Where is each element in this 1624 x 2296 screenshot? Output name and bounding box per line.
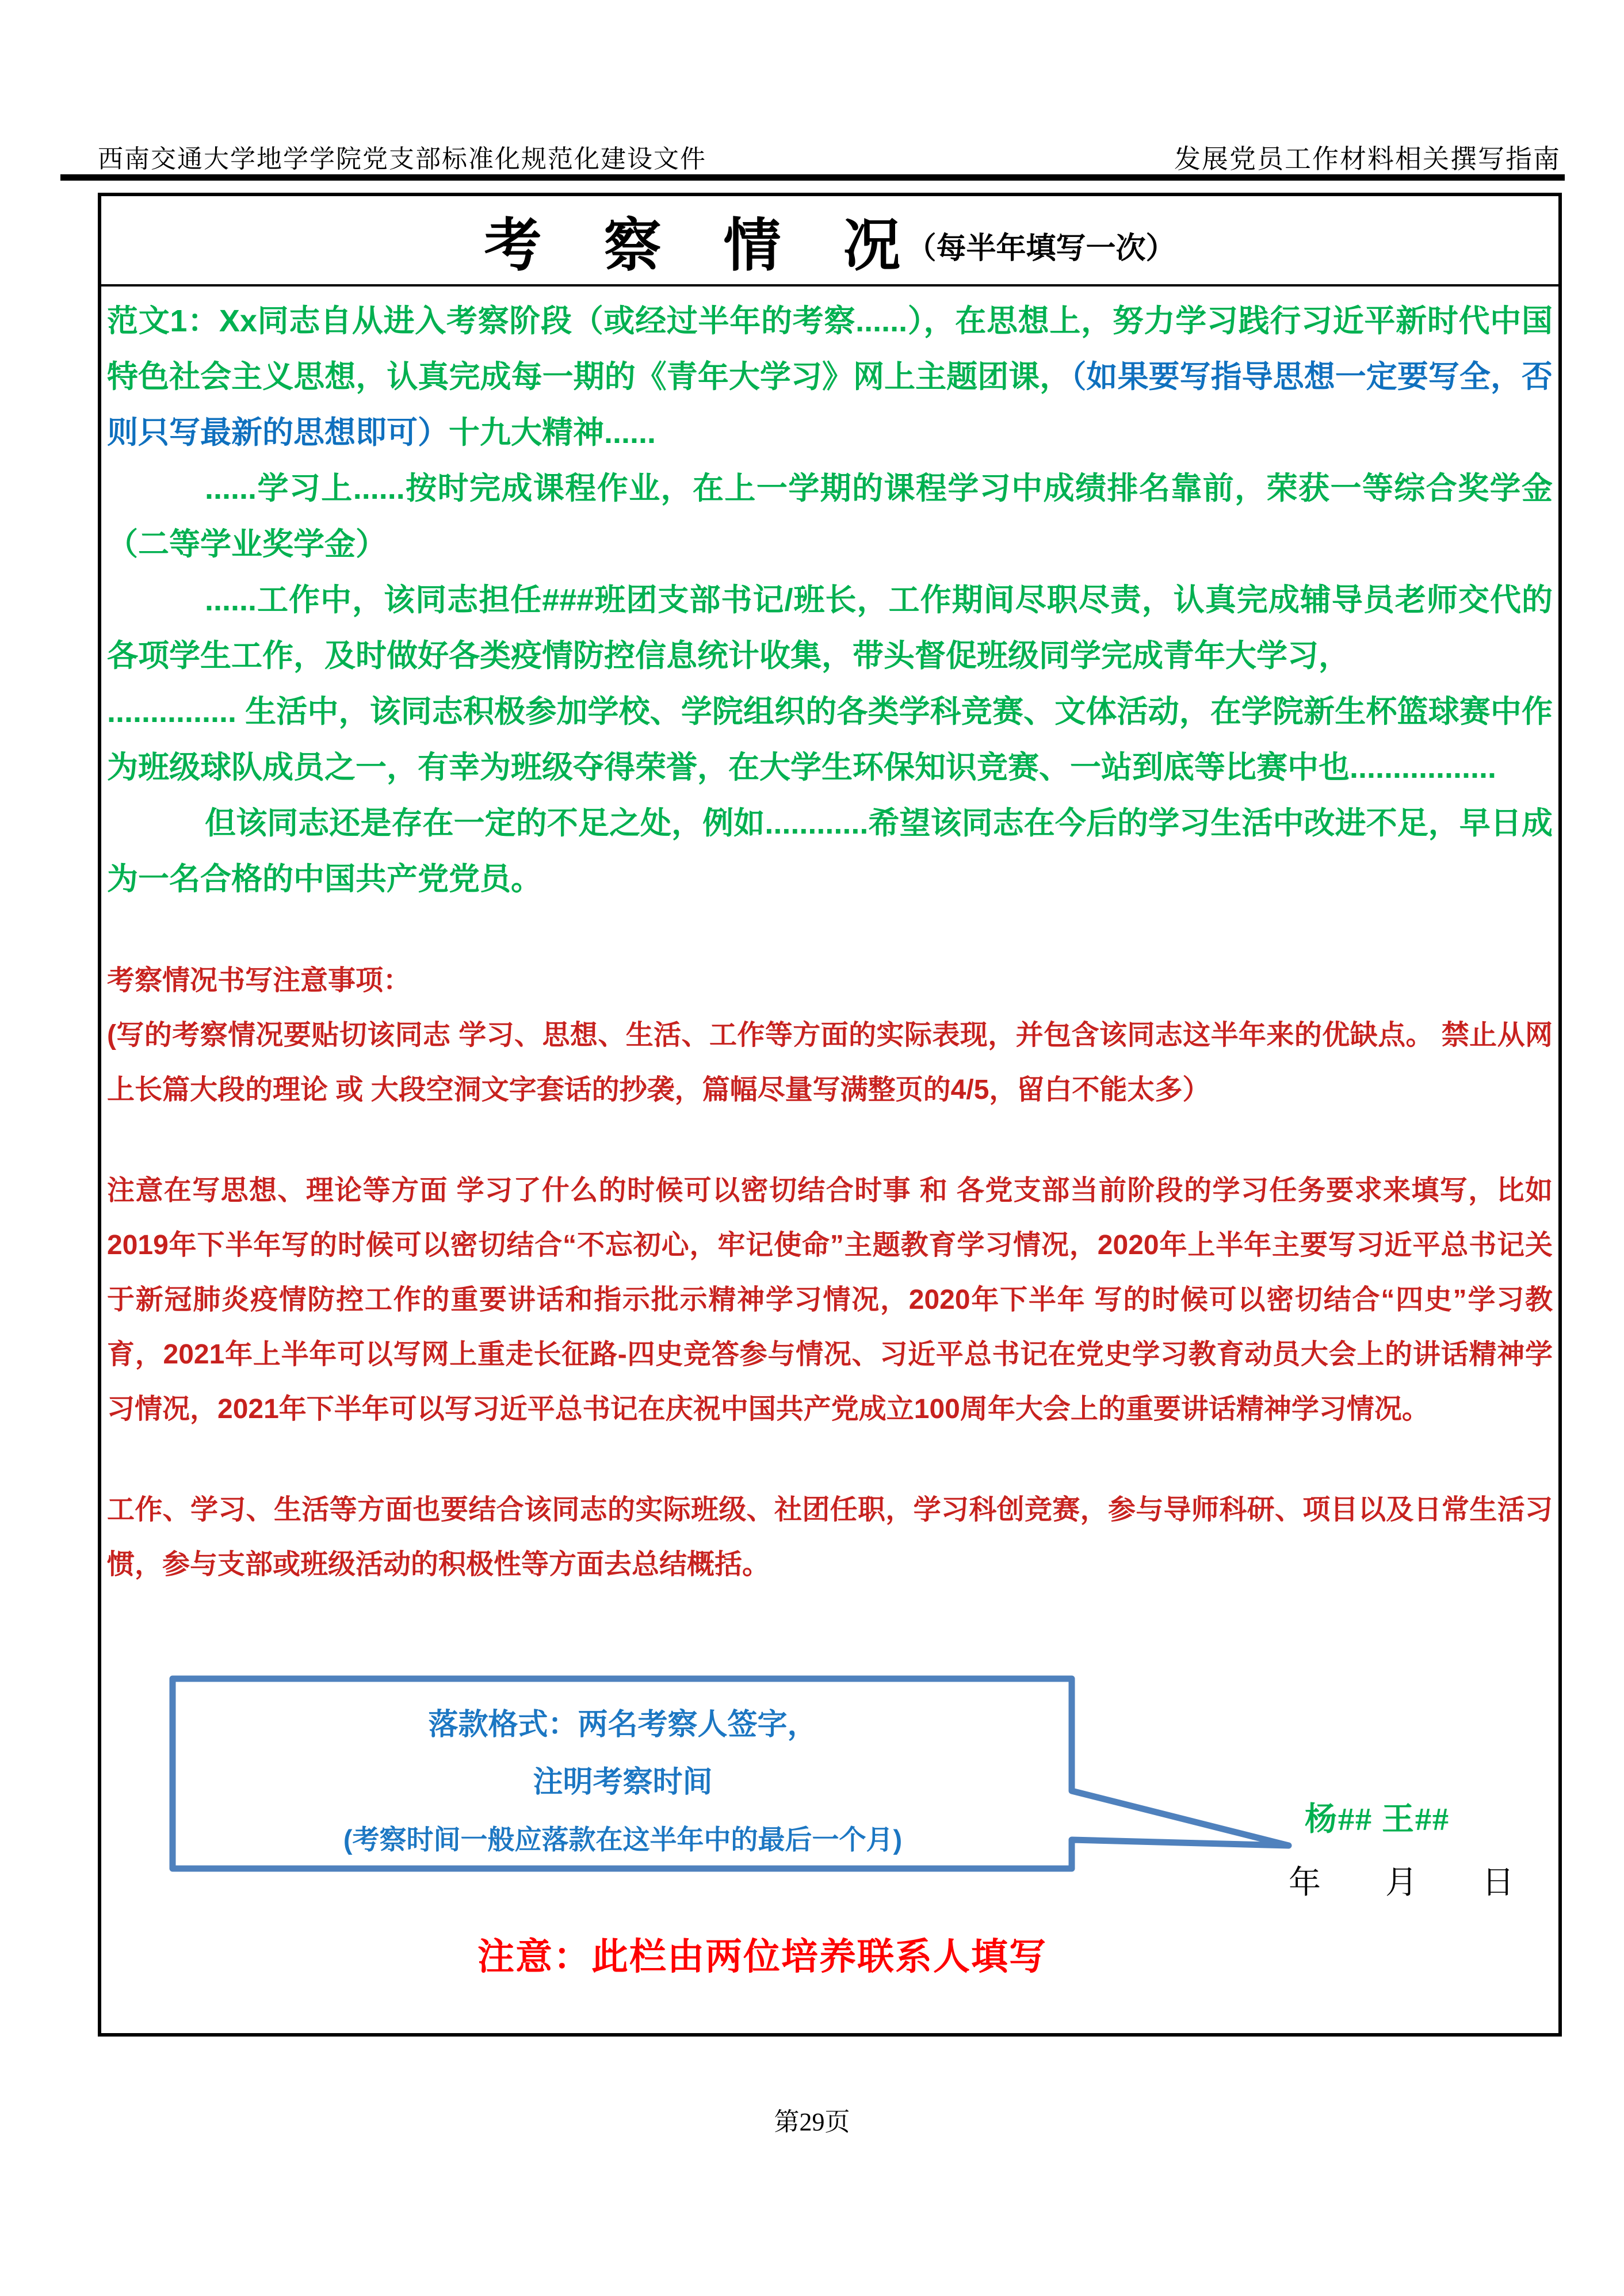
reviewer-warning: 注意：此栏由两位培养联系人填写 [477, 1936, 1047, 1977]
callout-line-3: (考察时间一般应落款在这半年中的最后一个月) [343, 1824, 903, 1855]
header-right-text: 发展党员工作材料相关撰写指南 [1174, 144, 1561, 174]
sample-paragraph-5: 但该同志还是存在一定的不足之处，例如............希望该同志在今后的学习生活中改进不足，早日成为一名合格的中国共产党党员。 [107, 806, 1553, 896]
form-title: 考 察 情 况 [484, 213, 903, 278]
sample-p1-green-b: 十九大精神...... [449, 415, 656, 450]
header-rule [60, 174, 1565, 181]
callout-text [173, 1696, 1073, 1869]
note-paragraph-2: 注意在写思想、理论等方面 学习了什么的时候可以密切结合时事 和 各党支部当前阶段的学习任务要求来填写，比如2019年下半年写的时候可以密切结合“不忘初心，牢记使命”主题教育学习情况，2020年上半年主要写习近平总书记关于新冠肺炎疫情防控工作的重要讲话和指示批示精神学习情况，2020年下半年 写的时候可以密切结合“四史”学习教育，2021年上半年可以写网上重走长征路-四史竞答参与情况、习近平总书记在党史学习教育动员大会上的讲话精神学习情况，2021年下半年可以写习近平总书记在庆祝中国共产党成立100周年大会上的重要讲话精神学习情况。 [107, 1175, 1553, 1424]
date-line: 年 月 日 [1289, 1865, 1514, 1901]
sample-p1-green-a: 范文1：Xx同志自从进入考察阶段（或经过半年的考察......），在思想上，努力学习践行习近平新时代中国特色社会主义思想，认真完成每一期的《青年大学习》网上主题团课， [107, 304, 1553, 394]
form-body-text [101, 286, 1558, 1592]
form-title-note: （每半年填写一次） [906, 232, 1176, 265]
note-paragraph-3: 工作、学习、生活等方面也要结合该同志的实际班级、社团任职，学习科创竞赛，参与导师科研、项目以及日常生活习惯，参与支部或班级活动的积极性等方面去总结概括。 [107, 1495, 1553, 1580]
sample-paragraph-2: ......学习上......按时完成课程作业，在上一学期的课程学习中成绩排名靠前，荣获一等综合奖学金（二等学业奖学金） [107, 471, 1553, 561]
sample-p1-blue-note: （如果要写指导思想一定要写全，否则只写最新的思想即可） [107, 360, 1553, 450]
sample-paragraph-3: ......工作中，该同志担任###班团支部书记/班长，工作期间尽职尽责，认真完成辅导员老师交代的各项学生工作，及时做好各类疫情防控信息统计收集，带头督促班级同学完成青年大学习， [107, 583, 1553, 673]
sample-paragraph-1 [107, 293, 1553, 461]
header-left-text: 西南交通大学地学学院党支部标准化规范化建设文件 [98, 145, 706, 173]
callout-line-2: 注明考察时间 [533, 1766, 713, 1799]
sample-paragraph-4: ............... 生活中，该同志积极参加学校、学院组织的各类学科竞赛、文体活动，在学院新生杯篮球赛中作为班级球队成员之一，有幸为班级夺得荣誉，在大学生环保知识竞赛、一站到底等比赛中也................. [107, 694, 1553, 785]
note-paragraph-1: (写的考察情况要贴切该同志 学习、思想、生活、工作等方面的实际表现，并包含该同志这半年来的优缺点。 禁止从网上长篇大段的理论 或 大段空洞文字套话的抄袭，篇幅尽量写满整页的4/5，留白不能太多） [107, 1020, 1553, 1105]
page-number: 第29页 [774, 2108, 850, 2136]
callout-line-1: 落款格式：两名考察人签字， [428, 1708, 817, 1741]
notes-heading: 考察情况书写注意事项： [107, 965, 411, 996]
form-title-row [101, 196, 1558, 286]
signature-names: 杨## 王## [1305, 1802, 1450, 1837]
